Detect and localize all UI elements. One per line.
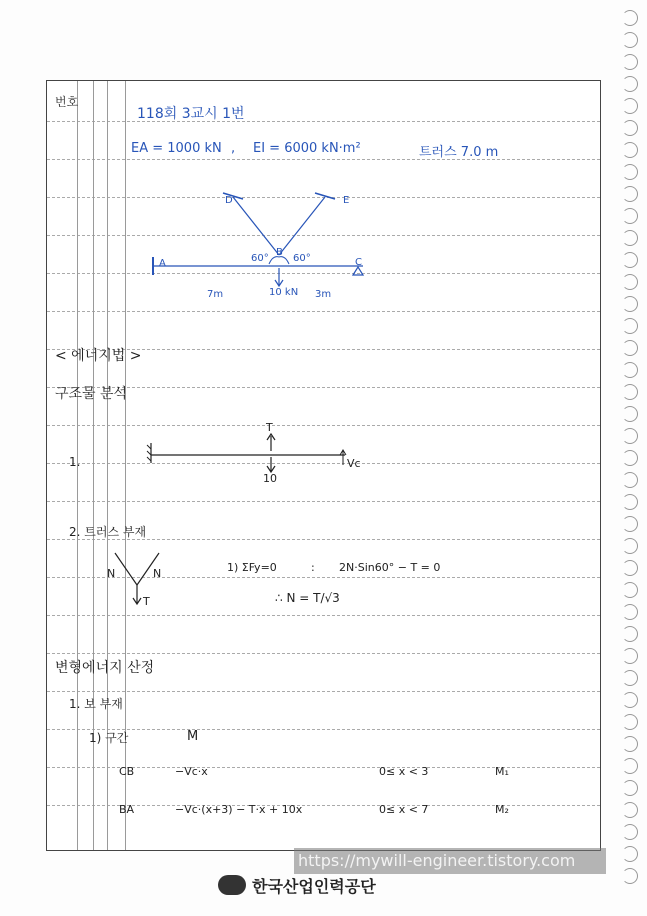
- equilibrium-label: 1) ΣFy=0: [227, 561, 277, 574]
- binding-ring: [622, 296, 638, 312]
- binding-ring: [622, 780, 638, 796]
- moment-row-expression: −Vc·x: [175, 765, 208, 778]
- span-right: 3m: [315, 289, 332, 300]
- binding-ring: [622, 494, 638, 510]
- binding-ring: [622, 846, 638, 862]
- binding-ring: [622, 274, 638, 290]
- moment-row-name: M₂: [495, 803, 509, 816]
- binding-ring: [622, 582, 638, 598]
- structure-diagram: [47, 81, 602, 852]
- label-e: E: [343, 195, 350, 206]
- step2-label: 2. 트러스 부재: [69, 525, 147, 539]
- equilibrium-equation: 2N·Sin60° − T = 0: [339, 561, 441, 574]
- strain-energy-title: 변형에너지 산정: [55, 660, 155, 676]
- binding-ring: [622, 10, 638, 26]
- problem-title: 118회 3교시 1번: [137, 106, 245, 122]
- moment-row-segment: BA: [119, 803, 135, 816]
- given-ea: EA = 1000 kN: [131, 141, 222, 156]
- angle-left: 60°: [251, 253, 269, 264]
- binding-ring: [622, 516, 638, 532]
- binding-ring: [622, 230, 638, 246]
- label-d: D: [225, 195, 233, 206]
- energy-method-title: < 에너지법 >: [55, 348, 142, 364]
- footer: [218, 872, 376, 898]
- binding-ring: [622, 472, 638, 488]
- moment-row-range: 0≤ x < 7: [379, 803, 429, 816]
- moment-row-range: 0≤ x < 3: [379, 765, 429, 778]
- binding-ring: [622, 450, 638, 466]
- load-label: 10 kN: [269, 287, 299, 298]
- binding-ring: [622, 208, 638, 224]
- binding-ring: [622, 252, 638, 268]
- moment-label: M: [187, 729, 199, 744]
- binding-ring: [622, 54, 638, 70]
- moment-row-name: M₁: [495, 765, 509, 778]
- binding-ring: [622, 406, 638, 422]
- step2-force-t: T: [143, 595, 150, 608]
- member-n-left: N: [107, 567, 116, 580]
- binding-ring: [622, 604, 638, 620]
- step1-reaction: Vc: [347, 457, 361, 470]
- comma-separator: ,: [231, 141, 236, 156]
- angle-right: 60°: [293, 253, 311, 264]
- binding-ring: [622, 648, 638, 664]
- binding-ring: [622, 692, 638, 708]
- binding-ring: [622, 626, 638, 642]
- binding-ring: [622, 868, 638, 884]
- organization-name: 한국산업인력공단: [252, 876, 376, 896]
- binding-ring: [622, 98, 638, 114]
- binding-ring: [622, 428, 638, 444]
- binding-rings: [619, 10, 643, 900]
- binding-ring: [622, 142, 638, 158]
- binding-ring: [622, 714, 638, 730]
- binding-ring: [622, 32, 638, 48]
- beam-member-label: 1. 보 부재: [69, 697, 123, 711]
- note-sheet: [46, 80, 601, 851]
- moment-row-expression: −Vc·(x+3) − T·x + 10x: [175, 803, 303, 816]
- member-n-right: N: [153, 567, 162, 580]
- binding-ring: [622, 186, 638, 202]
- equilibrium-colon: :: [311, 561, 315, 574]
- binding-ring: [622, 670, 638, 686]
- given-truss: 트러스 7.0 m: [419, 145, 499, 160]
- binding-ring: [622, 318, 638, 334]
- structure-analysis-subtitle: 구조물 분석: [55, 386, 128, 402]
- moment-row-segment: CB: [119, 765, 135, 778]
- binding-ring: [622, 824, 638, 840]
- watermark: https://mywill-engineer.tistory.com: [294, 848, 606, 874]
- label-c: C: [355, 257, 362, 268]
- organization-logo-icon: [218, 875, 246, 895]
- binding-ring: [622, 164, 638, 180]
- given-ei: EI = 6000 kN·m²: [253, 141, 361, 156]
- step1-force-t: T: [266, 421, 273, 434]
- number-label: 번호: [55, 95, 79, 109]
- binding-ring: [622, 384, 638, 400]
- binding-ring: [622, 76, 638, 92]
- label-a: A: [159, 258, 166, 269]
- binding-ring: [622, 758, 638, 774]
- binding-ring: [622, 560, 638, 576]
- step1-load: 10: [263, 472, 277, 485]
- span-left: 7m: [207, 289, 224, 300]
- label-b: B: [276, 247, 283, 258]
- step1-label: 1.: [69, 455, 81, 469]
- binding-ring: [622, 802, 638, 818]
- binding-ring: [622, 736, 638, 752]
- section-label: 1) 구간: [89, 731, 129, 745]
- binding-ring: [622, 538, 638, 554]
- binding-ring: [622, 340, 638, 356]
- binding-ring: [622, 362, 638, 378]
- binding-ring: [622, 120, 638, 136]
- member-force-result: ∴ N = T/√3: [275, 591, 340, 605]
